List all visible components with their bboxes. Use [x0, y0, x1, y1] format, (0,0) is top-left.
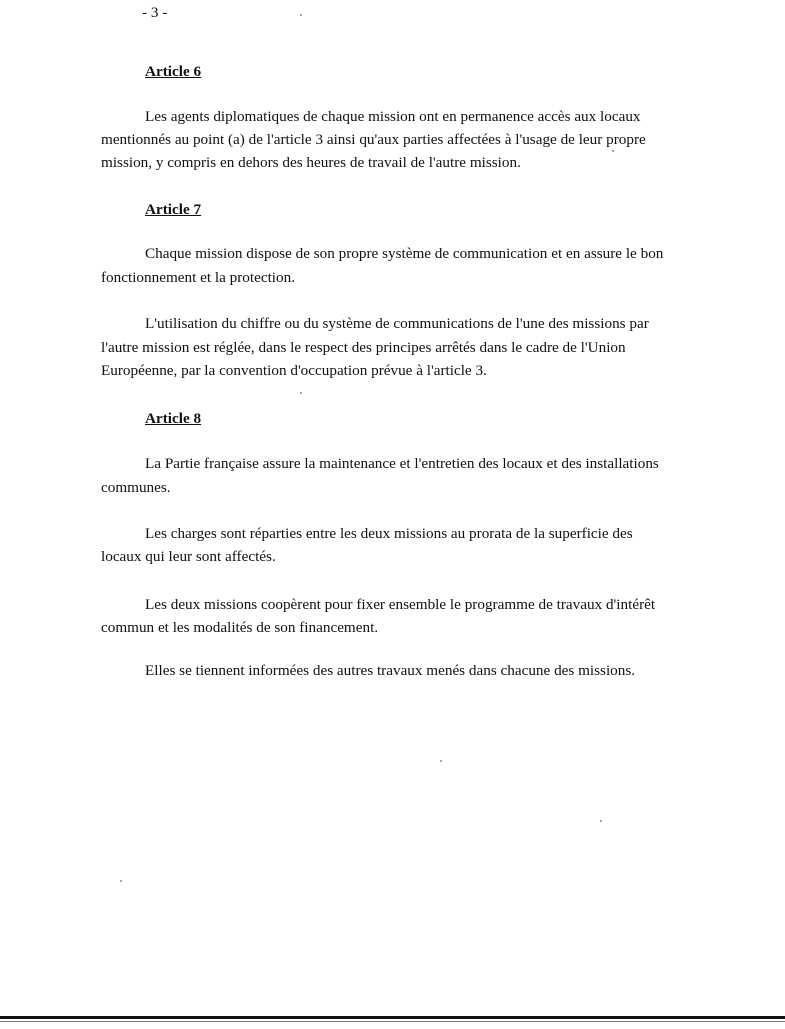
- page-bottom-rule-shadow: [0, 1021, 785, 1022]
- text-line: communes.: [101, 479, 171, 496]
- scan-speck: [300, 14, 302, 16]
- article-8-heading: Article 8: [145, 410, 202, 427]
- text-line: commun et les modalités de son financement.: [101, 619, 379, 636]
- page-number: - 3 -: [142, 4, 168, 21]
- text-line: l'autre mission est réglée, dans le respect des principes arrêtés dans le cadre de l'Union: [101, 339, 626, 356]
- page-bottom-rule: [0, 1016, 785, 1019]
- scan-speck: [300, 392, 302, 394]
- text-line: locaux qui leur sont affectés.: [101, 548, 276, 565]
- text-line: mission, y compris en dehors des heures de travail de l'autre mission.: [101, 154, 521, 171]
- scan-speck: [612, 150, 614, 152]
- scan-speck: [440, 760, 442, 762]
- text-line: Les charges sont réparties entre les deux missions au prorata de la superficie des: [145, 525, 633, 542]
- article-6-heading: Article 6: [145, 63, 202, 80]
- text-line: Chaque mission dispose de son propre système de communication et en assure le bon: [145, 245, 664, 262]
- article-7-heading: Article 7: [145, 201, 202, 218]
- scan-speck: [600, 820, 602, 822]
- text-line: fonctionnement et la protection.: [101, 269, 295, 286]
- text-line: Elles se tiennent informées des autres travaux menés dans chacune des missions.: [145, 662, 636, 679]
- text-line: La Partie française assure la maintenance et l'entretien des locaux et des installations: [145, 455, 659, 472]
- text-line: Les agents diplomatiques de chaque mission ont en permanence accès aux locaux: [145, 108, 641, 125]
- text-line: Européenne, par la convention d'occupation prévue à l'article 3.: [101, 362, 487, 379]
- text-line: Les deux missions coopèrent pour fixer ensemble le programme de travaux d'intérêt: [145, 596, 656, 613]
- text-line: mentionnés au point (a) de l'article 3 ainsi qu'aux parties affectées à l'usage de leur propre: [101, 131, 646, 148]
- scan-speck: [120, 880, 122, 882]
- text-line: L'utilisation du chiffre ou du système de communications de l'une des missions par: [145, 315, 649, 332]
